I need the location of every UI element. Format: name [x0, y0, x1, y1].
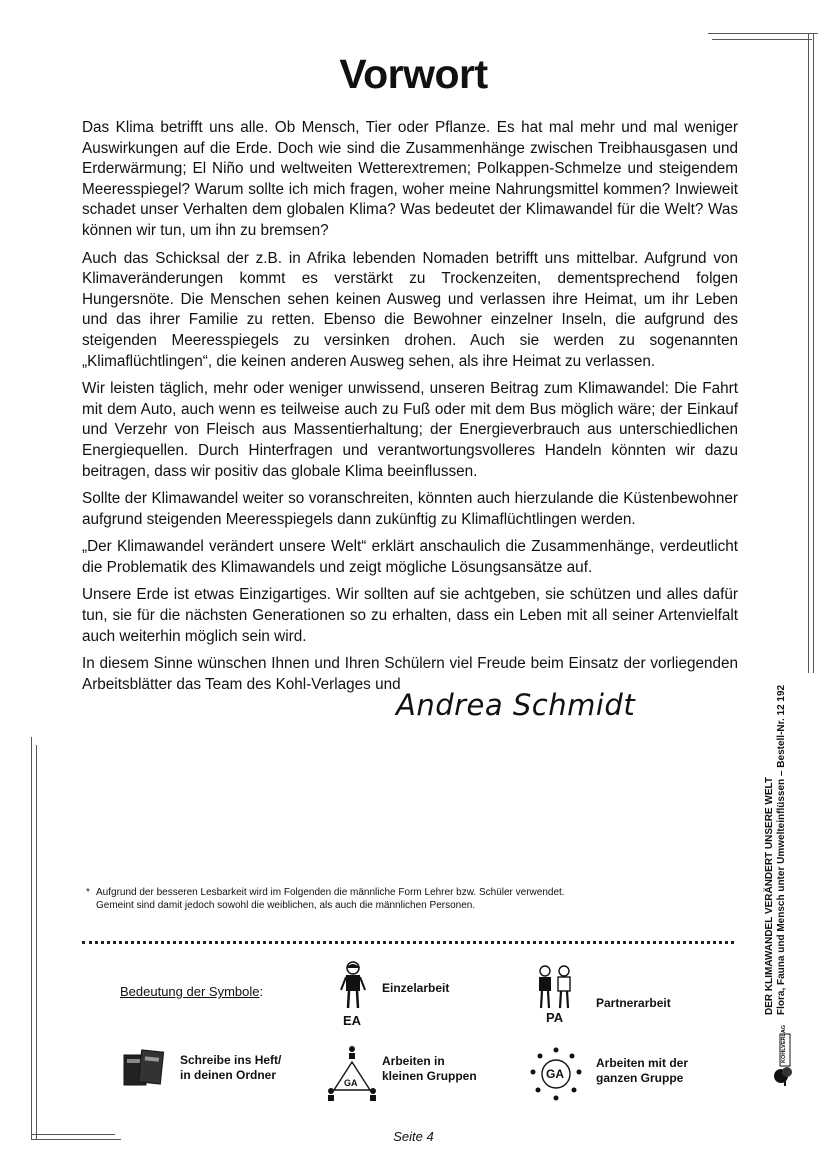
frame-line-top-right-2 — [712, 39, 812, 40]
footnote-line-1: Aufgrund der besseren Lesbarkeit wird im Folgenden die männliche Form Lehrer bzw. Schüler verwendet. — [96, 887, 565, 898]
footnote-marker: * — [86, 887, 90, 898]
frame-line-right-vertical-2 — [813, 33, 814, 673]
symbols-heading: Bedeutung der Symbole: — [120, 984, 264, 999]
author-signature: Andrea Schmidt — [396, 688, 636, 722]
preface-body — [82, 118, 738, 702]
einzelarbeit-code: EA — [343, 1013, 362, 1028]
ganze-gruppe-label-2: ganzen Gruppe — [596, 1071, 684, 1085]
small-group-icon — [326, 1044, 378, 1102]
partnerarbeit-code: PA — [546, 1010, 564, 1025]
side-title — [764, 675, 804, 1015]
paragraph: „Der Klimawandel verändert unsere Welt“ erklärt anschaulich die Zusammenhänge, verdeutlicht die Problematik des Klimawandels und zeigt mögliche Lösungsansätze auf. — [82, 538, 738, 576]
page-title: Vorwort — [339, 51, 488, 98]
frame-line-left-vertical-2 — [36, 745, 37, 1139]
frame-line-top-right — [708, 33, 818, 34]
frame-line-right-vertical — [808, 33, 809, 673]
page-number: Seite 4 — [393, 1129, 434, 1144]
notebook-icon — [122, 1049, 166, 1089]
paragraph: Unsere Erde ist etwas Einzigartiges. Wir sollten auf sie achtgeben, sie schützen und alles dafür tun, sie für die nächsten Generationen so zu erhalten, dass ein Leben mit all seiner Artenvielfalt auch weiterhin möglich sein wird. — [82, 586, 738, 645]
ganze-gruppe-code: GA — [546, 1067, 564, 1081]
frame-line-left-vertical — [31, 737, 32, 1139]
partnerarbeit-label: Partnerarbeit — [596, 996, 671, 1010]
publisher-logo — [772, 1024, 798, 1093]
footnote — [86, 886, 726, 912]
side-title-line-1: DER KLIMAWANDEL VERÄNDERT UNSERE WELT — [764, 777, 775, 1015]
side-title-line-2: Flora, Fauna und Mensch unter Umwelteinflüssen – Bestell-Nr. 12 192 — [776, 684, 787, 1015]
einzelarbeit-label: Einzelarbeit — [382, 981, 450, 995]
footnote-line-2: Gemeint sind damit jedoch sowohl die weiblichen, als auch die männlichen Personen. — [96, 900, 476, 911]
ganze-gruppe-label-1: Arbeiten mit der — [596, 1056, 689, 1070]
heft-label-1: Schreibe ins Heft/ — [180, 1053, 282, 1067]
dotted-separator — [82, 941, 734, 944]
two-persons-icon — [535, 964, 575, 1010]
gruppe-label-1: Arbeiten in — [382, 1054, 445, 1068]
gruppe-label-2: kleinen Gruppen — [382, 1069, 477, 1083]
paragraph: Sollte der Klimawandel weiter so voranschreiten, könnten auch hierzulande die Küstenbewohner aufgrund steigenden Meeresspiegels dann zukünftig zu Klimaflüchtlingen werden. — [82, 490, 738, 528]
publisher-name: KOHLVERLAG — [781, 1024, 787, 1063]
paragraph: Das Klima betrifft uns alle. Ob Mensch, Tier oder Pflanze. Es hat mal mehr und mal weniger Auswirkungen auf die Erde. Doch wie sind die Zusammenhänge zwischen Treibhausgasen und Erderwärmung; El Niño und weltweiten Wetterextremen; Polkappen-Schmelze und steigendem Meeresspiegel? Warum sollte ich mich fragen, woher meine Nahrungsmittel kommen? Inwieweit schadet unser Verhalten dem globalen Klima? Was bedeutet der Klimawandel für die Welt? Was können wir tun, um ihn zu bremsen? — [82, 119, 738, 239]
heft-label-2: in deinen Ordner — [180, 1068, 277, 1082]
single-person-icon — [338, 960, 368, 1010]
gruppe-code: GA — [344, 1078, 358, 1088]
paragraph: Wir leisten täglich, mehr oder weniger unwissend, unseren Beitrag zum Klimawandel: Die Fahrt mit dem Auto, auch wenn es teilweise auch zu Fuß oder mit dem Bus möglich wäre; der Einkauf und Verzehr von Fleisch aus Massentierhaltung; der Energieverbrauch aus unterschiedlichen Energiequellen. Durch Hinterfragen und verantwortungsvolleres Handeln könnten wir dazu beitragen, dass wir positiv das globale Klima beeinflussen. — [82, 380, 738, 480]
paragraph: In diesem Sinne wünschen Ihnen und Ihren Schülern viel Freude beim Einsatz der vorliegenden Arbeitsblätter das Team des Kohl-Verlages und — [82, 655, 738, 693]
paragraph: Auch das Schicksal der z.B. in Afrika lebenden Nomaden betrifft uns mittelbar. Aufgrund von Klimaveränderungen kommt es verstärkt zu Trockenzeiten, dementsprechend folgen Hungersnöte. Die Menschen sehen keinen Ausweg und verlassen ihre Heimat, um ihr Leben und das ihrer Familie zu retten. Ebenso die Bewohner einzelner Inseln, die aufgrund des steigenden Meeresspiegels zu versinken drohen. Auch sie werden zu sogenannten „Klimaflüchtlingen“, die keinen anderen Ausweg sehen, als ihre Heimat zu verlassen. — [82, 249, 738, 370]
